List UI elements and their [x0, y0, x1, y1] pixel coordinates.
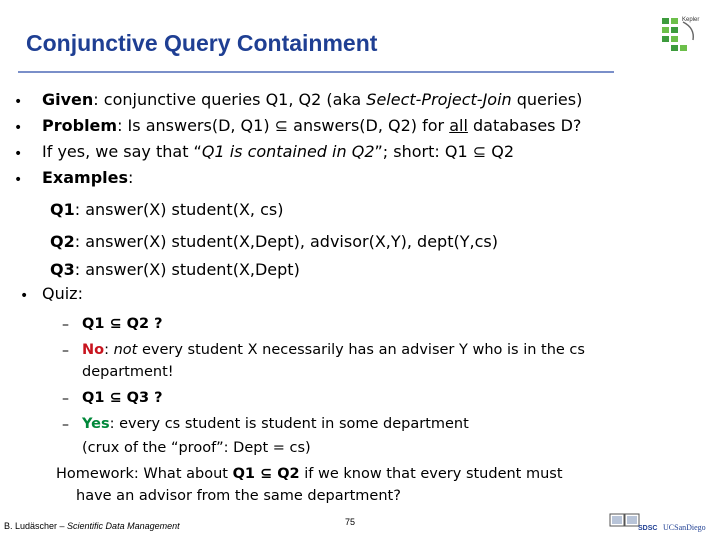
homework-line-cont: have an advisor from the same department? [76, 488, 401, 504]
bullet-icon: • [14, 146, 23, 162]
query-q3: Q3: answer(X) student(X,Dept) [50, 260, 300, 279]
footer-logos [608, 511, 716, 537]
quiz-answer-yes: Yes: every cs student is student in some department [82, 416, 469, 432]
problem-line: Problem: Is answers(D, Q1) ⊆ answers(D, Q2) for all databases D? [42, 116, 582, 135]
logo-text: Kepler [682, 17, 700, 23]
page-number: 75 [345, 517, 356, 527]
given-line: Given: conjunctive queries Q1, Q2 (aka Select-Project-Join queries) [42, 90, 583, 109]
bullet-icon: • [14, 172, 23, 188]
sdsc-logo: SDSC [638, 525, 658, 532]
subset-icon: ⊆ [109, 390, 122, 406]
query-q2: Q2: answer(X) student(X,Dept), advisor(X,Y), dept(Y,cs) [50, 232, 498, 251]
ucsd-logo: UCSanDiego [663, 523, 706, 532]
dash-icon: – [62, 417, 69, 433]
quiz-answer-yes-cont: (crux of the “proof”: Dept = cs) [82, 440, 311, 456]
bullet-icon: • [14, 120, 23, 136]
footer-author: B. Ludäscher – Scientific Data Management [4, 521, 180, 531]
subset-icon: ⊆ [274, 116, 289, 135]
dash-icon: – [62, 343, 69, 359]
homework-line: Homework: What about Q1 ⊆ Q2 if we know that every student must [56, 466, 563, 482]
bullet-icon: • [14, 94, 23, 110]
dash-icon: – [62, 391, 69, 407]
kepler-logo [656, 12, 702, 56]
page-title: Conjunctive Query Containment [26, 30, 378, 56]
subset-icon: ⊆ [472, 142, 487, 161]
ifyes-line: If yes, we say that “Q1 is contained in Q2”; short: Q1 ⊆ Q2 [42, 142, 514, 161]
examples-heading: Examples: [42, 168, 134, 187]
bullet-icon: • [20, 288, 29, 304]
title-divider [18, 71, 614, 73]
quiz-item-q1-q3: Q1 ⊆ Q3 ? [82, 390, 163, 406]
quiz-answer-no: No: not every student X necessarily has an adviser Y who is in the cs [82, 342, 585, 358]
query-q1: Q1: answer(X) student(X, cs) [50, 200, 284, 219]
subset-icon: ⊆ [109, 316, 122, 332]
dash-icon: – [62, 317, 69, 333]
quiz-item-q1-q2: Q1 ⊆ Q2 ? [82, 316, 163, 332]
quiz-heading: Quiz: [42, 284, 83, 303]
quiz-answer-no-cont: department! [82, 364, 174, 380]
